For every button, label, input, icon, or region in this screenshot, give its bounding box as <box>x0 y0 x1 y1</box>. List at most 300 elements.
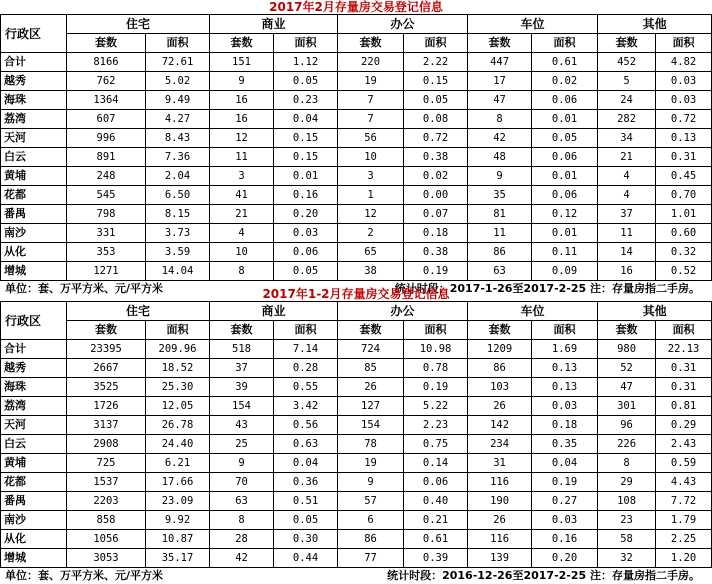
transaction-table <box>0 14 712 281</box>
value-cell: 43 <box>210 416 274 435</box>
value-cell: 452 <box>598 53 656 72</box>
value-cell: 35 <box>468 186 532 205</box>
value-cell: 0.18 <box>404 224 468 243</box>
value-cell: 21 <box>210 205 274 224</box>
value-cell: 0.81 <box>656 397 712 416</box>
value-cell: 48 <box>468 148 532 167</box>
value-cell: 0.15 <box>404 72 468 91</box>
district-name: 海珠 <box>1 91 67 110</box>
value-cell: 78 <box>338 435 404 454</box>
value-cell: 10 <box>338 148 404 167</box>
value-cell: 0.23 <box>274 91 338 110</box>
value-cell: 0.14 <box>404 454 468 473</box>
value-cell: 3.59 <box>146 243 210 262</box>
value-cell: 8.43 <box>146 129 210 148</box>
value-cell: 301 <box>598 397 656 416</box>
value-cell: 0.52 <box>656 262 712 281</box>
value-cell: 26 <box>338 378 404 397</box>
value-cell: 0.18 <box>532 416 598 435</box>
value-cell: 248 <box>67 167 146 186</box>
value-cell: 0.03 <box>274 224 338 243</box>
table-row <box>1 91 712 110</box>
value-cell: 724 <box>338 340 404 359</box>
area-header: 面积 <box>656 321 712 340</box>
area-header: 面积 <box>146 321 210 340</box>
value-cell: 1209 <box>468 340 532 359</box>
value-cell: 858 <box>67 511 146 530</box>
value-cell: 0.60 <box>656 224 712 243</box>
value-cell: 0.19 <box>532 473 598 492</box>
value-cell: 0.05 <box>274 262 338 281</box>
value-cell: 0.78 <box>404 359 468 378</box>
district-name: 合计 <box>1 340 67 359</box>
value-cell: 0.15 <box>274 129 338 148</box>
value-cell: 11 <box>210 148 274 167</box>
value-cell: 1.69 <box>532 340 598 359</box>
value-cell: 10.87 <box>146 530 210 549</box>
group-header: 住宅 <box>67 15 210 34</box>
value-cell: 0.70 <box>656 186 712 205</box>
value-cell: 0.04 <box>532 454 598 473</box>
group-header: 车位 <box>468 15 598 34</box>
value-cell: 139 <box>468 549 532 568</box>
group-header-row <box>1 15 712 34</box>
count-header: 套数 <box>210 321 274 340</box>
value-cell: 9 <box>338 473 404 492</box>
value-cell: 96 <box>598 416 656 435</box>
group-header: 住宅 <box>67 302 210 321</box>
value-cell: 24 <box>598 91 656 110</box>
district-name: 天河 <box>1 416 67 435</box>
table-row <box>1 492 712 511</box>
value-cell: 798 <box>67 205 146 224</box>
value-cell: 16 <box>210 91 274 110</box>
unit-note: 单位：套、万平方米、元/平方米 <box>5 282 164 295</box>
section-title: 2017年1-2月存量房交易登记信息 <box>262 287 450 301</box>
value-cell: 34 <box>598 129 656 148</box>
count-header: 套数 <box>598 321 656 340</box>
value-cell: 35.17 <box>146 549 210 568</box>
value-cell: 8 <box>210 511 274 530</box>
transaction-table <box>0 301 712 568</box>
value-cell: 0.32 <box>656 243 712 262</box>
value-cell: 1.01 <box>656 205 712 224</box>
value-cell: 26.78 <box>146 416 210 435</box>
value-cell: 0.40 <box>404 492 468 511</box>
value-cell: 3525 <box>67 378 146 397</box>
value-cell: 0.31 <box>656 148 712 167</box>
value-cell: 9.49 <box>146 91 210 110</box>
value-cell: 9.92 <box>146 511 210 530</box>
value-cell: 17 <box>468 72 532 91</box>
value-cell: 7 <box>338 110 404 129</box>
value-cell: 37 <box>598 205 656 224</box>
value-cell: 0.31 <box>656 359 712 378</box>
value-cell: 85 <box>338 359 404 378</box>
value-cell: 1056 <box>67 530 146 549</box>
value-cell: 762 <box>67 72 146 91</box>
value-cell: 4.82 <box>656 53 712 72</box>
value-cell: 0.51 <box>274 492 338 511</box>
value-cell: 7 <box>338 91 404 110</box>
value-cell: 4.27 <box>146 110 210 129</box>
value-cell: 12.05 <box>146 397 210 416</box>
value-cell: 11 <box>598 224 656 243</box>
value-cell: 0.03 <box>532 511 598 530</box>
value-cell: 0.13 <box>532 359 598 378</box>
value-cell: 518 <box>210 340 274 359</box>
value-cell: 220 <box>338 53 404 72</box>
value-cell: 0.00 <box>404 186 468 205</box>
value-cell: 5.22 <box>404 397 468 416</box>
value-cell: 0.01 <box>532 224 598 243</box>
group-header-row <box>1 302 712 321</box>
district-name: 番禺 <box>1 205 67 224</box>
value-cell: 65 <box>338 243 404 262</box>
value-cell: 190 <box>468 492 532 511</box>
value-cell: 0.59 <box>656 454 712 473</box>
group-header: 办公 <box>338 302 468 321</box>
value-cell: 6 <box>338 511 404 530</box>
value-cell: 0.04 <box>274 110 338 129</box>
value-cell: 1.12 <box>274 53 338 72</box>
value-cell: 2.04 <box>146 167 210 186</box>
value-cell: 331 <box>67 224 146 243</box>
table-row <box>1 530 712 549</box>
value-cell: 25 <box>210 435 274 454</box>
table-row <box>1 262 712 281</box>
value-cell: 1.20 <box>656 549 712 568</box>
value-cell: 0.05 <box>274 511 338 530</box>
value-cell: 0.16 <box>274 186 338 205</box>
value-cell: 63 <box>468 262 532 281</box>
district-name: 番禺 <box>1 492 67 511</box>
value-cell: 116 <box>468 473 532 492</box>
value-cell: 0.11 <box>532 243 598 262</box>
value-cell: 25.30 <box>146 378 210 397</box>
value-cell: 0.56 <box>274 416 338 435</box>
value-cell: 0.02 <box>532 72 598 91</box>
value-cell: 10 <box>210 243 274 262</box>
value-cell: 19 <box>338 72 404 91</box>
value-cell: 5.02 <box>146 72 210 91</box>
value-cell: 0.03 <box>532 397 598 416</box>
unit-note: 单位：套、万平方米、元/平方米 <box>5 569 164 582</box>
value-cell: 0.27 <box>532 492 598 511</box>
value-cell: 0.61 <box>532 53 598 72</box>
value-cell: 0.15 <box>274 148 338 167</box>
district-name: 花都 <box>1 186 67 205</box>
count-header: 套数 <box>468 34 532 53</box>
value-cell: 3053 <box>67 549 146 568</box>
value-cell: 154 <box>338 416 404 435</box>
value-cell: 0.75 <box>404 435 468 454</box>
value-cell: 11 <box>468 224 532 243</box>
value-cell: 8.15 <box>146 205 210 224</box>
value-cell: 0.16 <box>532 530 598 549</box>
area-header: 面积 <box>274 321 338 340</box>
district-name: 从化 <box>1 530 67 549</box>
value-cell: 0.12 <box>532 205 598 224</box>
value-cell: 1537 <box>67 473 146 492</box>
value-cell: 5 <box>598 72 656 91</box>
district-header: 行政区 <box>1 15 67 53</box>
value-cell: 108 <box>598 492 656 511</box>
area-header: 面积 <box>656 34 712 53</box>
table-row <box>1 511 712 530</box>
value-cell: 0.19 <box>404 378 468 397</box>
value-cell: 14.04 <box>146 262 210 281</box>
period-note: 统计时段：2017-1-26至2017-2-25 注：存量房指二手房。 <box>394 282 700 295</box>
table-row <box>1 416 712 435</box>
district-name: 越秀 <box>1 72 67 91</box>
value-cell: 0.06 <box>532 186 598 205</box>
district-name: 荔湾 <box>1 110 67 129</box>
value-cell: 607 <box>67 110 146 129</box>
value-cell: 17.66 <box>146 473 210 492</box>
value-cell: 39 <box>210 378 274 397</box>
section-title: 2017年2月存量房交易登记信息 <box>269 0 443 14</box>
value-cell: 725 <box>67 454 146 473</box>
value-cell: 72.61 <box>146 53 210 72</box>
value-cell: 1 <box>338 186 404 205</box>
value-cell: 3.73 <box>146 224 210 243</box>
value-cell: 0.20 <box>532 549 598 568</box>
value-cell: 12 <box>210 129 274 148</box>
value-cell: 16 <box>598 262 656 281</box>
section-cumulative <box>0 287 712 584</box>
value-cell: 0.63 <box>274 435 338 454</box>
value-cell: 47 <box>468 91 532 110</box>
value-cell: 31 <box>468 454 532 473</box>
table-footer <box>0 568 712 584</box>
value-cell: 0.07 <box>404 205 468 224</box>
value-cell: 0.06 <box>274 243 338 262</box>
value-cell: 56 <box>338 129 404 148</box>
value-cell: 6.21 <box>146 454 210 473</box>
group-header: 车位 <box>468 302 598 321</box>
table-row <box>1 340 712 359</box>
table-row <box>1 224 712 243</box>
value-cell: 0.01 <box>532 167 598 186</box>
value-cell: 3 <box>338 167 404 186</box>
value-cell: 142 <box>468 416 532 435</box>
district-name: 越秀 <box>1 359 67 378</box>
value-cell: 37 <box>210 359 274 378</box>
district-name: 白云 <box>1 148 67 167</box>
table-row <box>1 167 712 186</box>
table-row <box>1 243 712 262</box>
value-cell: 447 <box>468 53 532 72</box>
table-row <box>1 435 712 454</box>
value-cell: 22.13 <box>656 340 712 359</box>
value-cell: 4.43 <box>656 473 712 492</box>
district-name: 南沙 <box>1 224 67 243</box>
value-cell: 0.72 <box>404 129 468 148</box>
count-header: 套数 <box>210 34 274 53</box>
value-cell: 2667 <box>67 359 146 378</box>
value-cell: 26 <box>468 397 532 416</box>
sub-header-row <box>1 321 712 340</box>
value-cell: 0.01 <box>532 110 598 129</box>
value-cell: 7.36 <box>146 148 210 167</box>
table-row <box>1 454 712 473</box>
value-cell: 77 <box>338 549 404 568</box>
value-cell: 2.25 <box>656 530 712 549</box>
value-cell: 0.13 <box>532 378 598 397</box>
value-cell: 127 <box>338 397 404 416</box>
value-cell: 8 <box>598 454 656 473</box>
value-cell: 38 <box>338 262 404 281</box>
value-cell: 2908 <box>67 435 146 454</box>
value-cell: 3.42 <box>274 397 338 416</box>
value-cell: 0.72 <box>656 110 712 129</box>
value-cell: 545 <box>67 186 146 205</box>
value-cell: 0.38 <box>404 243 468 262</box>
value-cell: 1.79 <box>656 511 712 530</box>
table-row <box>1 72 712 91</box>
district-name: 黄埔 <box>1 454 67 473</box>
table-row <box>1 110 712 129</box>
district-name: 天河 <box>1 129 67 148</box>
value-cell: 0.44 <box>274 549 338 568</box>
value-cell: 0.06 <box>532 148 598 167</box>
value-cell: 234 <box>468 435 532 454</box>
value-cell: 0.05 <box>532 129 598 148</box>
value-cell: 0.08 <box>404 110 468 129</box>
value-cell: 226 <box>598 435 656 454</box>
group-header: 商业 <box>210 15 338 34</box>
value-cell: 2 <box>338 224 404 243</box>
value-cell: 2.43 <box>656 435 712 454</box>
district-name: 南沙 <box>1 511 67 530</box>
value-cell: 57 <box>338 492 404 511</box>
value-cell: 0.01 <box>274 167 338 186</box>
table-row <box>1 397 712 416</box>
value-cell: 2.23 <box>404 416 468 435</box>
value-cell: 0.06 <box>532 91 598 110</box>
value-cell: 3 <box>210 167 274 186</box>
value-cell: 3137 <box>67 416 146 435</box>
value-cell: 2203 <box>67 492 146 511</box>
value-cell: 23 <box>598 511 656 530</box>
area-header: 面积 <box>146 34 210 53</box>
value-cell: 86 <box>338 530 404 549</box>
area-header: 面积 <box>274 34 338 53</box>
value-cell: 0.20 <box>274 205 338 224</box>
area-header: 面积 <box>404 321 468 340</box>
group-header: 其他 <box>598 15 712 34</box>
value-cell: 0.02 <box>404 167 468 186</box>
table-row <box>1 378 712 397</box>
value-cell: 996 <box>67 129 146 148</box>
value-cell: 9 <box>210 72 274 91</box>
value-cell: 0.29 <box>656 416 712 435</box>
value-cell: 0.04 <box>274 454 338 473</box>
value-cell: 18.52 <box>146 359 210 378</box>
value-cell: 23.09 <box>146 492 210 511</box>
value-cell: 42 <box>210 549 274 568</box>
value-cell: 42 <box>468 129 532 148</box>
value-cell: 353 <box>67 243 146 262</box>
district-header: 行政区 <box>1 302 67 340</box>
value-cell: 0.09 <box>532 262 598 281</box>
value-cell: 8 <box>468 110 532 129</box>
value-cell: 1364 <box>67 91 146 110</box>
value-cell: 52 <box>598 359 656 378</box>
value-cell: 8166 <box>67 53 146 72</box>
value-cell: 0.21 <box>404 511 468 530</box>
district-name: 合计 <box>1 53 67 72</box>
period-note: 统计时段：2016-12-26至2017-2-25 注：存量房指二手房。 <box>387 569 700 582</box>
value-cell: 891 <box>67 148 146 167</box>
value-cell: 0.28 <box>274 359 338 378</box>
value-cell: 0.03 <box>656 91 712 110</box>
value-cell: 8 <box>210 262 274 281</box>
area-header: 面积 <box>532 321 598 340</box>
value-cell: 0.05 <box>274 72 338 91</box>
table-row <box>1 473 712 492</box>
group-header: 办公 <box>338 15 468 34</box>
table-row <box>1 186 712 205</box>
value-cell: 24.40 <box>146 435 210 454</box>
sub-header-row <box>1 34 712 53</box>
value-cell: 0.31 <box>656 378 712 397</box>
value-cell: 28 <box>210 530 274 549</box>
district-name: 荔湾 <box>1 397 67 416</box>
value-cell: 4 <box>210 224 274 243</box>
value-cell: 0.06 <box>404 473 468 492</box>
group-header: 其他 <box>598 302 712 321</box>
count-header: 套数 <box>67 34 146 53</box>
value-cell: 14 <box>598 243 656 262</box>
value-cell: 0.55 <box>274 378 338 397</box>
value-cell: 7.72 <box>656 492 712 511</box>
count-header: 套数 <box>468 321 532 340</box>
value-cell: 41 <box>210 186 274 205</box>
table-row <box>1 205 712 224</box>
value-cell: 4 <box>598 167 656 186</box>
count-header: 套数 <box>67 321 146 340</box>
table-row <box>1 359 712 378</box>
value-cell: 6.50 <box>146 186 210 205</box>
value-cell: 103 <box>468 378 532 397</box>
value-cell: 16 <box>210 110 274 129</box>
value-cell: 0.19 <box>404 262 468 281</box>
value-cell: 0.35 <box>532 435 598 454</box>
district-name: 从化 <box>1 243 67 262</box>
value-cell: 0.30 <box>274 530 338 549</box>
value-cell: 4 <box>598 186 656 205</box>
value-cell: 0.05 <box>404 91 468 110</box>
value-cell: 70 <box>210 473 274 492</box>
value-cell: 58 <box>598 530 656 549</box>
value-cell: 0.39 <box>404 549 468 568</box>
value-cell: 86 <box>468 359 532 378</box>
group-header: 商业 <box>210 302 338 321</box>
district-name: 黄埔 <box>1 167 67 186</box>
value-cell: 0.38 <box>404 148 468 167</box>
count-header: 套数 <box>598 34 656 53</box>
table-row <box>1 148 712 167</box>
value-cell: 1271 <box>67 262 146 281</box>
value-cell: 47 <box>598 378 656 397</box>
value-cell: 0.13 <box>656 129 712 148</box>
table-row <box>1 129 712 148</box>
value-cell: 12 <box>338 205 404 224</box>
count-header: 套数 <box>338 321 404 340</box>
value-cell: 19 <box>338 454 404 473</box>
